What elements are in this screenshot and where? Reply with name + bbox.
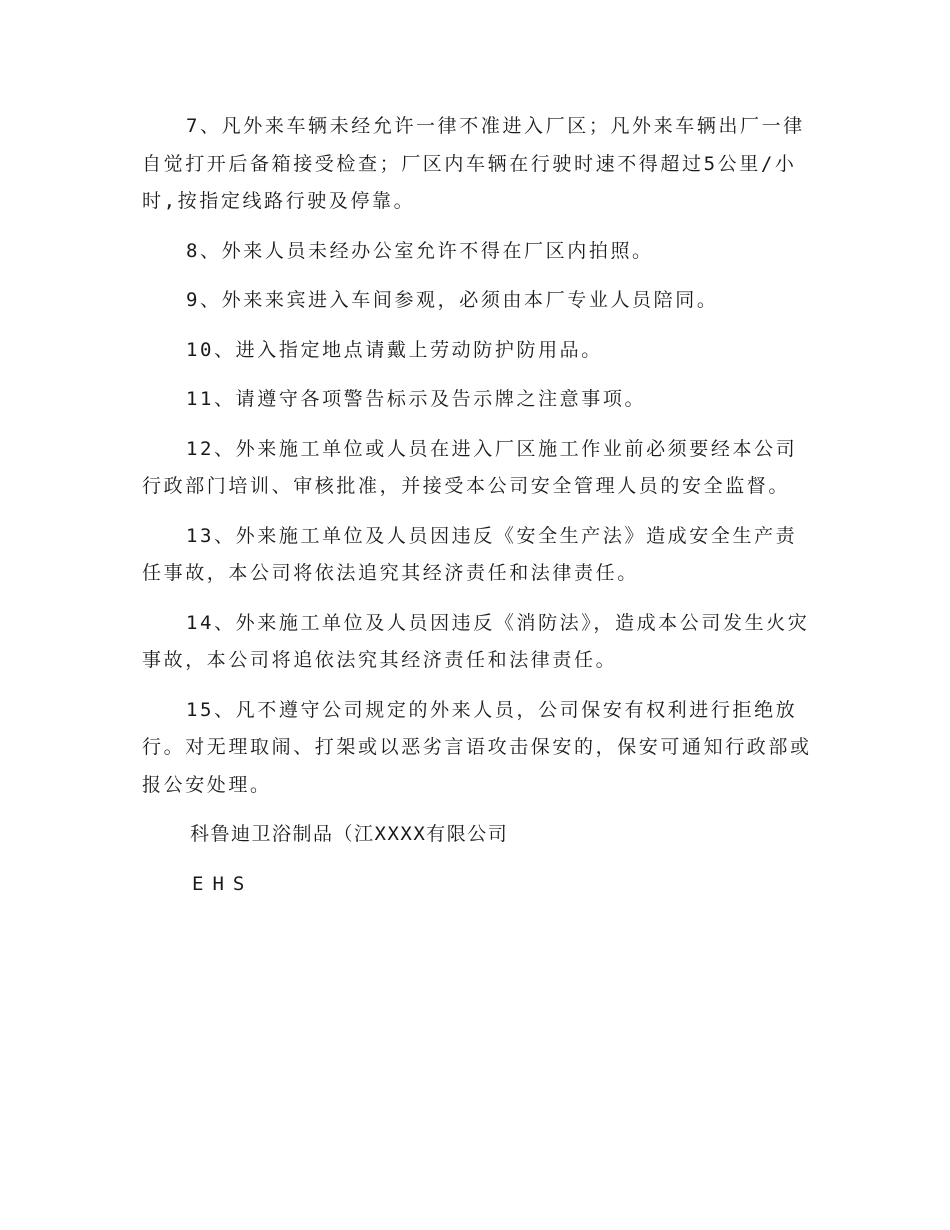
rule-paragraph-15: 15、凡不遵守公司规定的外来人员，公司保安有权利进行拒绝放行。对无理取闹、打架或以恶劣言语攻击保安的，保安可通知行政部或报公安处理。 (142, 698, 812, 796)
rule-paragraph-8: 8、外来人员未经办公室允许不得在厂区内拍照。 (186, 239, 654, 262)
rule-paragraph-11: 11、请遵守各项警告标示及告示牌之注意事项。 (186, 388, 647, 410)
rule-paragraph-13: 13、外来施工单位及人员因违反《安全生产法》造成安全生产责任事故，本公司将依法追究其经济责任和法律责任。 (142, 524, 798, 584)
document-body (142, 108, 812, 915)
rule-paragraph-9: 9、外来来宾进入车间参观，必须由本厂专业人员陪同。 (186, 289, 719, 311)
department-label: EHS (192, 872, 254, 895)
rule-paragraph-10: 10、进入指定地点请戴上劳动防护防用品。 (186, 338, 603, 361)
rule-paragraph-14: 14、外来施工单位及人员因违反《消防法》，造成本公司发生火灾事故，本公司将追依法究其经济责任和法律责任。 (142, 611, 810, 671)
rule-paragraph-12: 12、外来施工单位或人员在进入厂区施工作业前必须要经本公司行政部门培训、审核批准，并接受本公司安全管理人员的安全监督。 (142, 437, 798, 497)
rule-paragraph-7: 7、凡外来车辆未经允许一律不准进入厂区；凡外来车辆出厂一律自觉打开后备箱接受检查；厂区内车辆在行驶时速不得超过5公里/小时,按指定线路行驶及停靠。 (142, 115, 805, 212)
company-signature: 科鲁迪卫浴制品（江XXXX有限公司 (190, 823, 509, 845)
